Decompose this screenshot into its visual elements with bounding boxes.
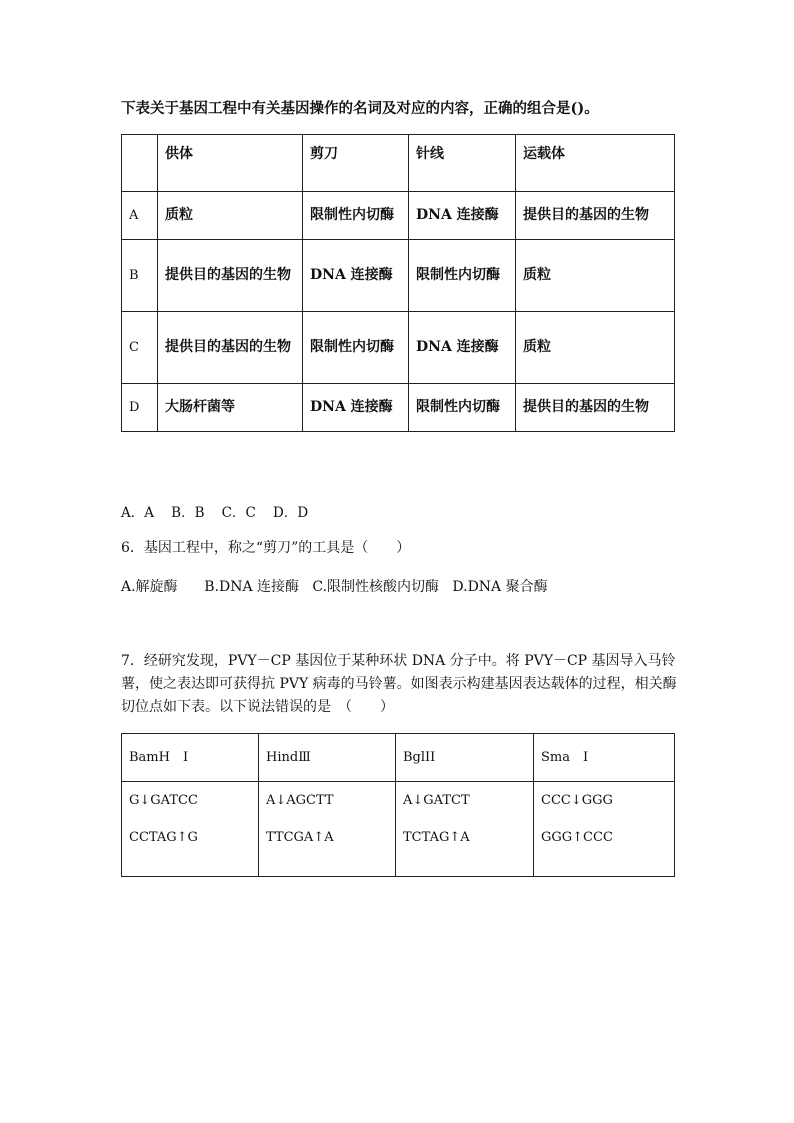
table-cell: 质粒: [516, 312, 675, 384]
row-letter: C: [122, 312, 158, 384]
question-6-options: A.解旋酶 B.DNA 连接酶 C.限制性核酸内切酶 D.DNA 聚合酶: [121, 579, 548, 595]
cut-site-cell: [534, 782, 675, 877]
cut-site-top-strand: A↓GATCT: [403, 793, 470, 808]
table-row: [122, 240, 675, 312]
cut-site-bottom-strand: GGG↑CCC: [541, 830, 613, 845]
row-letter: B: [122, 240, 158, 312]
header-cell-empty: [122, 135, 158, 192]
question-5-options: A．A B．B C．C D．D: [121, 505, 309, 521]
table-cell: 限制性内切酶: [303, 312, 409, 384]
enzyme-name-cell: HindⅢ: [259, 734, 396, 782]
enzyme-name-cell: Sma I: [534, 734, 675, 782]
cut-site-top-strand: CCC↓GGG: [541, 793, 613, 808]
cut-site-top-strand: G↓GATCC: [129, 793, 198, 808]
cut-site-cell: [122, 782, 259, 877]
row-letter: A: [122, 192, 158, 240]
table-cell: 限制性内切酶: [409, 240, 516, 312]
cut-site-bottom-strand: TTCGA↑A: [266, 830, 334, 845]
header-cell-vector: 运载体: [516, 135, 675, 192]
table-cell: 限制性内切酶: [409, 384, 516, 432]
enzyme-name-row: [122, 734, 675, 782]
question-6-text: 6．基因工程中，称之“剪刀”的工具是（ ）: [121, 540, 411, 556]
table-cell: 限制性内切酶: [303, 192, 409, 240]
question-7-text: 7．经研究发现，PVY－CP 基因位于某种环状 DNA 分子中。将 PVY－CP 基因导入马铃薯，使之表达即可获得抗 PVY 病毒的马铃薯。如图表示构建基因表达载体的过程，相关酶切位点如下表。以下说法错误的是 （ ）: [121, 653, 677, 715]
header-cell-scissors: 剪刀: [303, 135, 409, 192]
cut-site-cell: [396, 782, 534, 877]
cut-site-bottom-strand: TCTAG↑A: [403, 830, 470, 845]
table-cell: DNA 连接酶: [303, 240, 409, 312]
cut-site-bottom-strand: CCTAG↑G: [129, 830, 198, 845]
enzyme-name-cell: BglII: [396, 734, 534, 782]
table-cell: 质粒: [158, 192, 303, 240]
table-row: [122, 384, 675, 432]
cut-site-row: [122, 782, 675, 877]
header-cell-needle-thread: 针线: [409, 135, 516, 192]
table-row: [122, 312, 675, 384]
table-cell: 提供目的基因的生物: [516, 192, 675, 240]
table-cell: 大肠杆菌等: [158, 384, 303, 432]
cut-site-top-strand: A↓AGCTT: [266, 793, 334, 808]
table-header-row: [122, 135, 675, 192]
table-cell: 质粒: [516, 240, 675, 312]
table-cell: 提供目的基因的生物: [158, 240, 303, 312]
row-letter: D: [122, 384, 158, 432]
table-cell: 提供目的基因的生物: [158, 312, 303, 384]
header-cell-donor: 供体: [158, 135, 303, 192]
cut-site-cell: [259, 782, 396, 877]
table-cell: DNA 连接酶: [409, 192, 516, 240]
restriction-site-table: [121, 733, 675, 877]
gene-operation-table: [121, 134, 675, 432]
table-cell: 提供目的基因的生物: [516, 384, 675, 432]
table-cell: DNA 连接酶: [303, 384, 409, 432]
table-cell: DNA 连接酶: [409, 312, 516, 384]
enzyme-name-cell: BamH I: [122, 734, 259, 782]
table-row: [122, 192, 675, 240]
question-5-title: 下表关于基因工程中有关基因操作的名词及对应的内容，正确的组合是()。: [121, 100, 599, 117]
